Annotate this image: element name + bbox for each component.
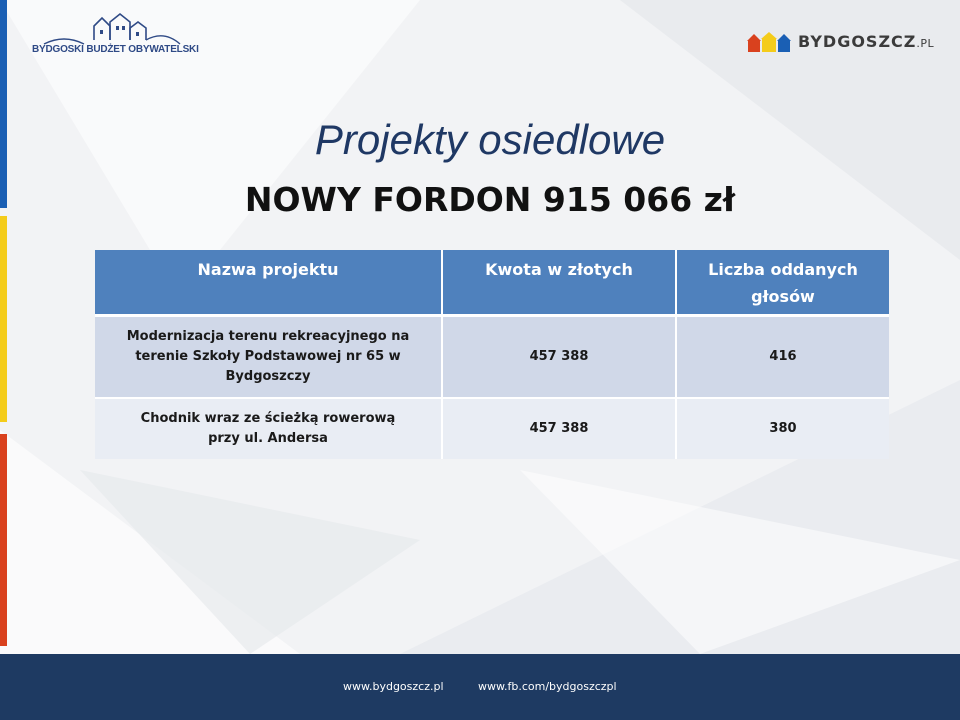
website-link[interactable]: www.bydgoszcz.pl	[343, 680, 444, 693]
table-row	[95, 398, 889, 459]
table-row	[95, 316, 889, 399]
city-logo-name: BYDGOSZCZ	[798, 32, 917, 51]
city-logo-icon	[746, 32, 796, 56]
side-bar-red	[0, 434, 7, 646]
projects-table	[95, 250, 889, 459]
footer-bar	[0, 654, 960, 720]
page-title: Projekty osiedlowe	[314, 116, 666, 163]
project-amount-cell: 457 388	[442, 398, 676, 459]
project-votes-cell: 416	[676, 316, 889, 399]
table-header-row	[95, 250, 889, 316]
budget-logo-text: BYDGOSKI BUDŻET OBYWATELSKI	[32, 44, 199, 55]
project-amount-cell: 457 388	[442, 316, 676, 399]
project-name-cell: Chodnik wraz ze ścieżką rowerową przy ul. Andersa	[95, 398, 442, 459]
project-votes-cell: 380	[676, 398, 889, 459]
side-bar-yellow	[0, 216, 7, 422]
header-project-name: Nazwa projektu	[95, 250, 442, 316]
project-name-cell: Modernizacja terenu rekreacyjnego na terenie Szkoły Podstawowej nr 65 w Bydgoszczy	[95, 316, 442, 399]
header-votes: Liczba oddanych głosów	[676, 250, 889, 316]
budget-logo	[24, 10, 199, 60]
city-logo-suffix: .PL	[916, 37, 935, 50]
city-logo[interactable]	[746, 30, 936, 60]
town-houses-icon	[24, 10, 184, 46]
page-subtitle: NOWY FORDON 915 066 zł	[244, 180, 736, 219]
facebook-link[interactable]: www.fb.com/bydgoszczpl	[478, 680, 617, 693]
header-amount: Kwota w złotych	[442, 250, 676, 316]
side-bar-blue	[0, 0, 7, 208]
